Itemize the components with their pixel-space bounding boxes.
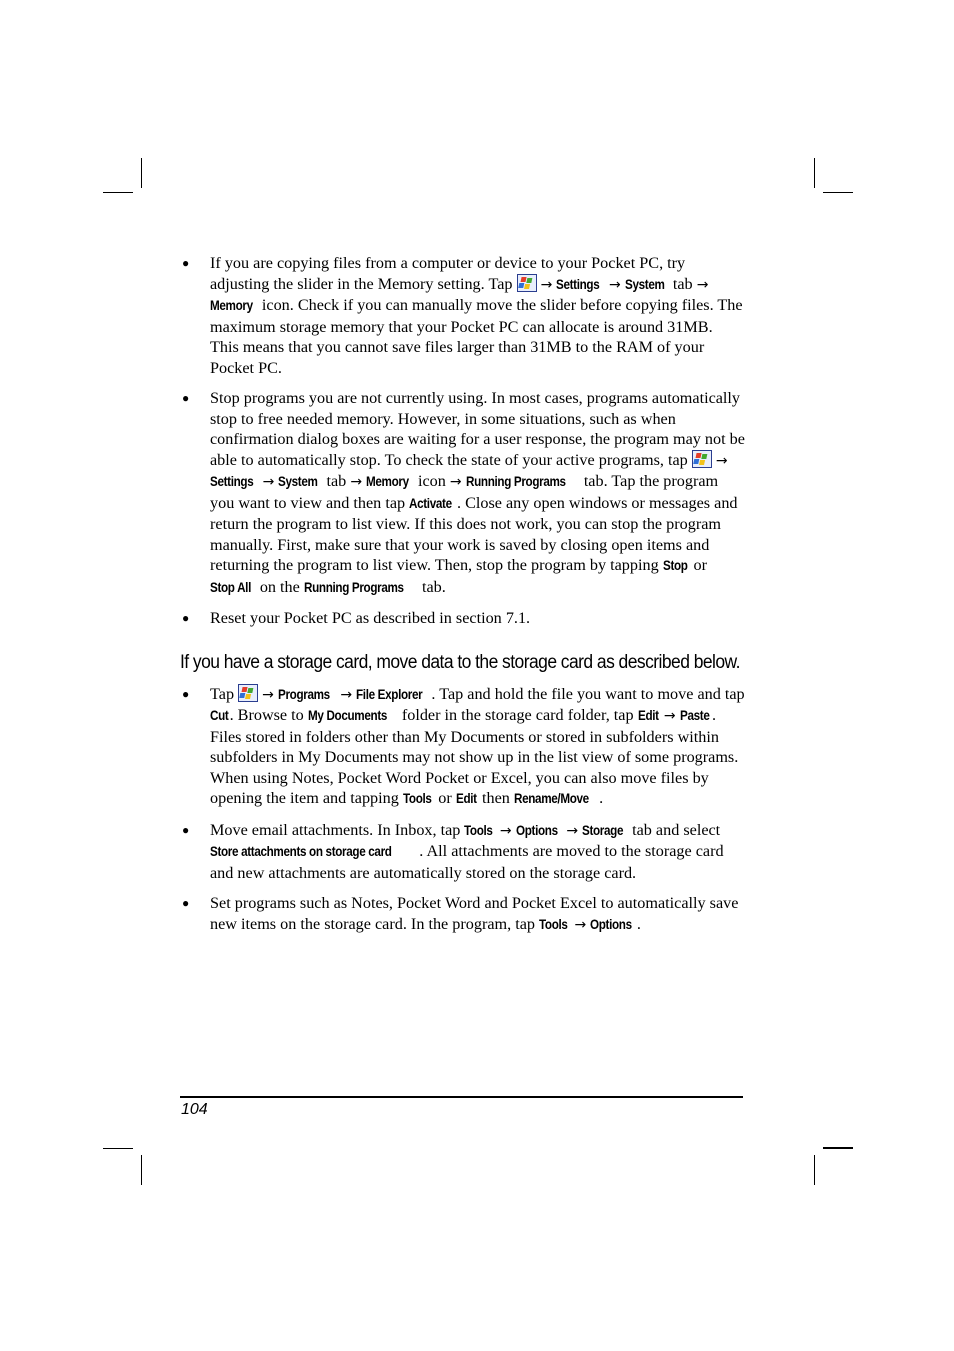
- windows-start-icon: [238, 684, 258, 702]
- crop-mark-top-right-v: [814, 158, 815, 188]
- page-content: [180, 253, 745, 945]
- bullet-dot: ●: [182, 896, 190, 910]
- bullet-text: Tap → Programs → File Explorer . Tap and hold the file you want to move and tap Cut. Browse to My Documents folder in the storage card folder, tap Edit → Paste . Files stored in folders other than My Documents or stored in subfolders within subfolders in My Documents may not show up in the list view of some programs. When using Notes, Pocket Word Pocket or Excel, you can also move files by opening the item and tapping Tools or Edit then Rename/Move .: [210, 685, 745, 808]
- arrow-icon: →: [449, 474, 462, 490]
- arrow-icon: →: [663, 708, 676, 724]
- ui-label: Stop All: [210, 579, 251, 595]
- bullet-item: [180, 253, 745, 378]
- ui-label: Cut: [210, 708, 229, 723]
- footer-rule: [180, 1096, 743, 1098]
- ui-label: Programs: [277, 686, 330, 702]
- arrow-icon: →: [499, 822, 512, 839]
- crop-mark-top-left-h: [103, 192, 133, 193]
- ui-label: Paste: [679, 708, 710, 723]
- ui-label: Rename/Move: [513, 791, 589, 806]
- arrow-icon: →: [350, 474, 363, 490]
- bullet-text: Move email attachments. In Inbox, tap Tools → Options → Storage tab and select Store attachments on storage card . All attachments are moved to the storage card and new attachments are automatically stored on the storage card.: [210, 820, 724, 882]
- ui-label: Options: [515, 822, 558, 838]
- ui-label: Edit: [637, 708, 659, 723]
- ui-label: System: [624, 276, 665, 292]
- bullet-text: Set programs such as Notes, Pocket Word and Pocket Excel to automatically save new items on the storage card. In the program, tap Tools → Options .: [210, 894, 738, 933]
- bullet-dot: ●: [182, 391, 190, 405]
- bullet-item: [180, 608, 745, 629]
- ui-label: Edit: [455, 791, 477, 806]
- arrow-icon: →: [696, 276, 709, 293]
- bullet-dot: ●: [182, 256, 190, 270]
- bullet-dot: ●: [182, 686, 190, 701]
- bullet-text: If you are copying files from a computer or device to your Pocket PC, try adjusting the slider in the Memory setting. Tap → Settings → System tab → Memory icon. Check if you can manually move the slider before copying files. The maximum storage memory that your Pocket PC can allocate is around 31MB. This means that you cannot save files larger than 31MB to the RAM of your Pocket PC.: [210, 254, 743, 377]
- ui-label: Storage: [582, 822, 624, 838]
- ui-label: Tools: [402, 791, 432, 806]
- arrow-icon: →: [715, 452, 728, 469]
- arrow-icon: →: [262, 474, 275, 490]
- arrow-icon: →: [608, 276, 621, 293]
- ui-label: Memory: [366, 474, 409, 489]
- arrow-icon: →: [262, 686, 274, 703]
- windows-start-icon: [517, 274, 537, 292]
- bullet-text: Stop programs you are not currently using. In most cases, programs automatically stop to free needed memory. However, in some situations, such as when confirmation dialog boxes are waiting for a user response, the program may not be able to automatically stop. To check the state of your active programs, tap → Settings → System tab → Memory icon → Running Programs tab. Tap the program you want to view and then tap Activate . Close any open windows or messages and return the program to list view. If this does not work, you can stop the program manually. First, make sure that your work is saved by closing open items and returning the program to list view. Then, stop the program by tapping Stop or Stop All on the Running Programs tab.: [210, 389, 745, 596]
- section-heading: If you have a storage card, move data to the storage card as described below.: [180, 651, 740, 673]
- crop-mark-top-left-v: [141, 158, 142, 188]
- ui-label: My Documents: [307, 708, 387, 723]
- bullet-item: [180, 684, 745, 810]
- windows-start-icon: [692, 450, 712, 468]
- bullet-dot: ●: [182, 822, 190, 837]
- bullet-list-bottom: [180, 684, 745, 936]
- ui-label: Activate: [409, 495, 452, 511]
- bullet-item: [180, 388, 745, 598]
- ui-label: Tools: [464, 822, 494, 838]
- ui-label: Running Programs: [465, 474, 566, 489]
- crop-mark-top-right-h: [823, 192, 853, 193]
- arrow-icon: →: [540, 276, 553, 293]
- ui-label: Memory: [210, 298, 253, 313]
- ui-label: File Explorer: [356, 686, 423, 702]
- crop-mark-bottom-left-v: [141, 1155, 142, 1185]
- ui-label: Settings: [556, 276, 600, 292]
- bullet-list-top: [180, 253, 745, 629]
- ui-label: Settings: [210, 474, 254, 489]
- ui-label: Store attachments on storage card: [210, 844, 392, 859]
- ui-label: Options: [590, 916, 632, 932]
- arrow-icon: →: [574, 916, 587, 933]
- bullet-item: [180, 893, 745, 935]
- ui-label: Tools: [539, 916, 568, 932]
- bullet-item: [180, 820, 745, 884]
- bullet-dot: ●: [182, 611, 190, 625]
- crop-mark-bottom-right-h: [823, 1147, 853, 1149]
- crop-mark-bottom-left-h: [103, 1148, 133, 1149]
- page-number: 104: [181, 1101, 208, 1118]
- crop-mark-bottom-right-v: [814, 1155, 815, 1185]
- ui-label: Running Programs: [303, 579, 404, 595]
- arrow-icon: →: [340, 686, 353, 703]
- bullet-text: Reset your Pocket PC as described in section 7.1.: [210, 609, 531, 627]
- ui-label: Stop: [662, 558, 688, 573]
- arrow-icon: →: [566, 822, 579, 839]
- ui-label: System: [278, 474, 318, 489]
